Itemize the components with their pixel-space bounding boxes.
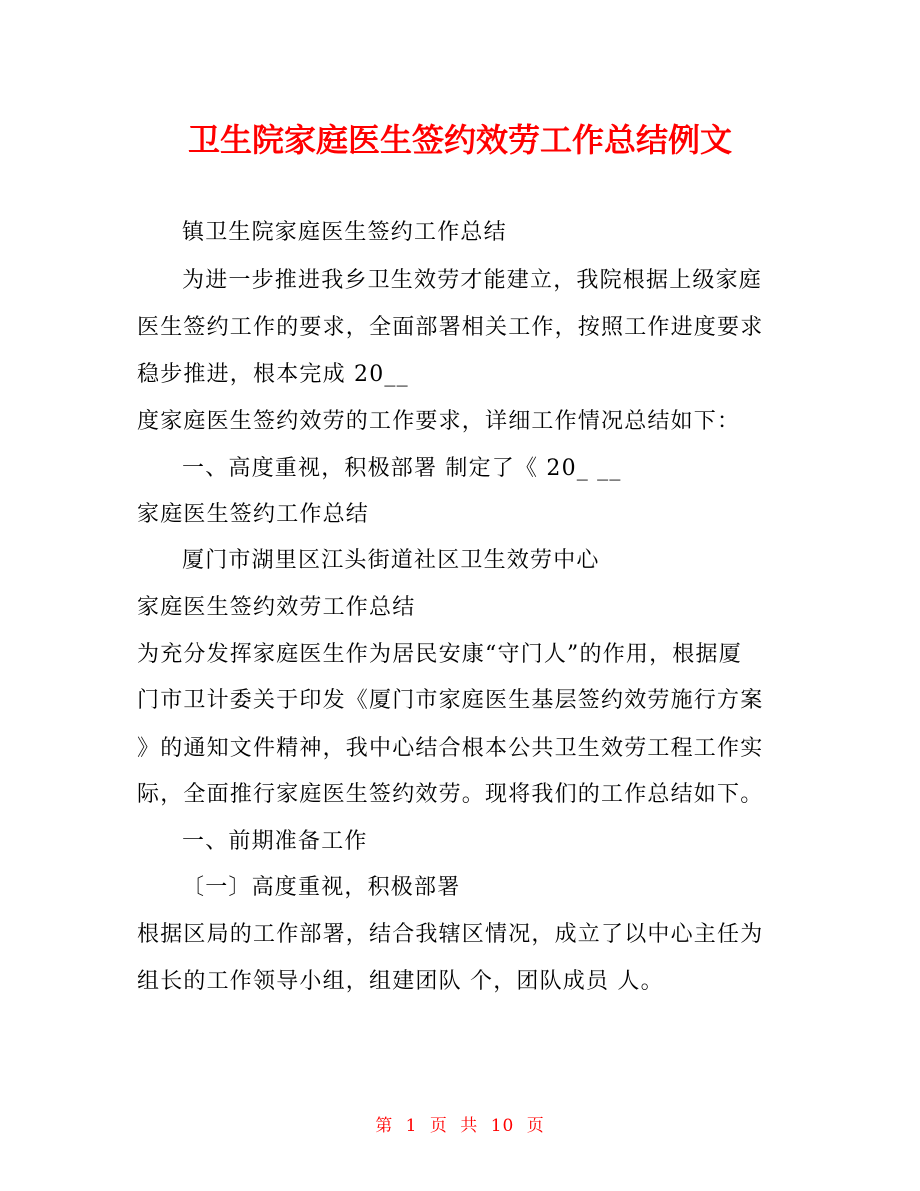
paragraph-line: 门市卫计委关于印发《厦门市家庭医生基层签约效劳施行方案: [137, 688, 764, 713]
paragraph-line: 一、高度重视，积极部署 制定了《 20_ __: [182, 456, 622, 481]
subsection-heading: 〔一〕高度重视，积极部署: [182, 875, 461, 900]
paragraph-line: 稳步推进，根本完成 20__: [137, 362, 409, 387]
paragraph-line: 》的通知文件精神，我中心结合根本公共卫生效劳工程工作实: [137, 736, 764, 761]
paragraph-line: 为进一步推进我乡卫生效劳才能建立，我院根据上级家庭: [182, 268, 763, 293]
section-heading: 一、前期准备工作: [182, 829, 368, 854]
paragraph-line: 镇卫生院家庭医生签约工作总结: [182, 220, 507, 245]
paragraph-line: 为充分发挥家庭医生作为居民安康“守门人”的作用，根据厦: [137, 642, 742, 667]
paragraph-line: 家庭医生签约工作总结: [137, 502, 370, 527]
page-number-footer: 第 1 页 共 10 页: [375, 1116, 545, 1136]
paragraph-line: 根据区局的工作部署，结合我辖区情况，成立了以中心主任为: [137, 922, 764, 947]
paragraph-line: 际，全面推行家庭医生签约效劳。现将我们的工作总结如下。: [137, 782, 764, 807]
document-title: 卫生院家庭医生签约效劳工作总结例文: [187, 121, 732, 159]
paragraph-line: 家庭医生签约效劳工作总结: [137, 595, 416, 620]
paragraph-line: 度家庭医生签约效劳的工作要求，详细工作情况总结如下：: [137, 409, 741, 434]
paragraph-line: 组长的工作领导小组，组建团队 个，团队成员 人。: [137, 969, 664, 994]
paragraph-line: 医生签约工作的要求，全面部署相关工作，按照工作进度要求: [137, 315, 764, 340]
paragraph-line: 厦门市湖里区江头街道社区卫生效劳中心: [182, 548, 600, 573]
